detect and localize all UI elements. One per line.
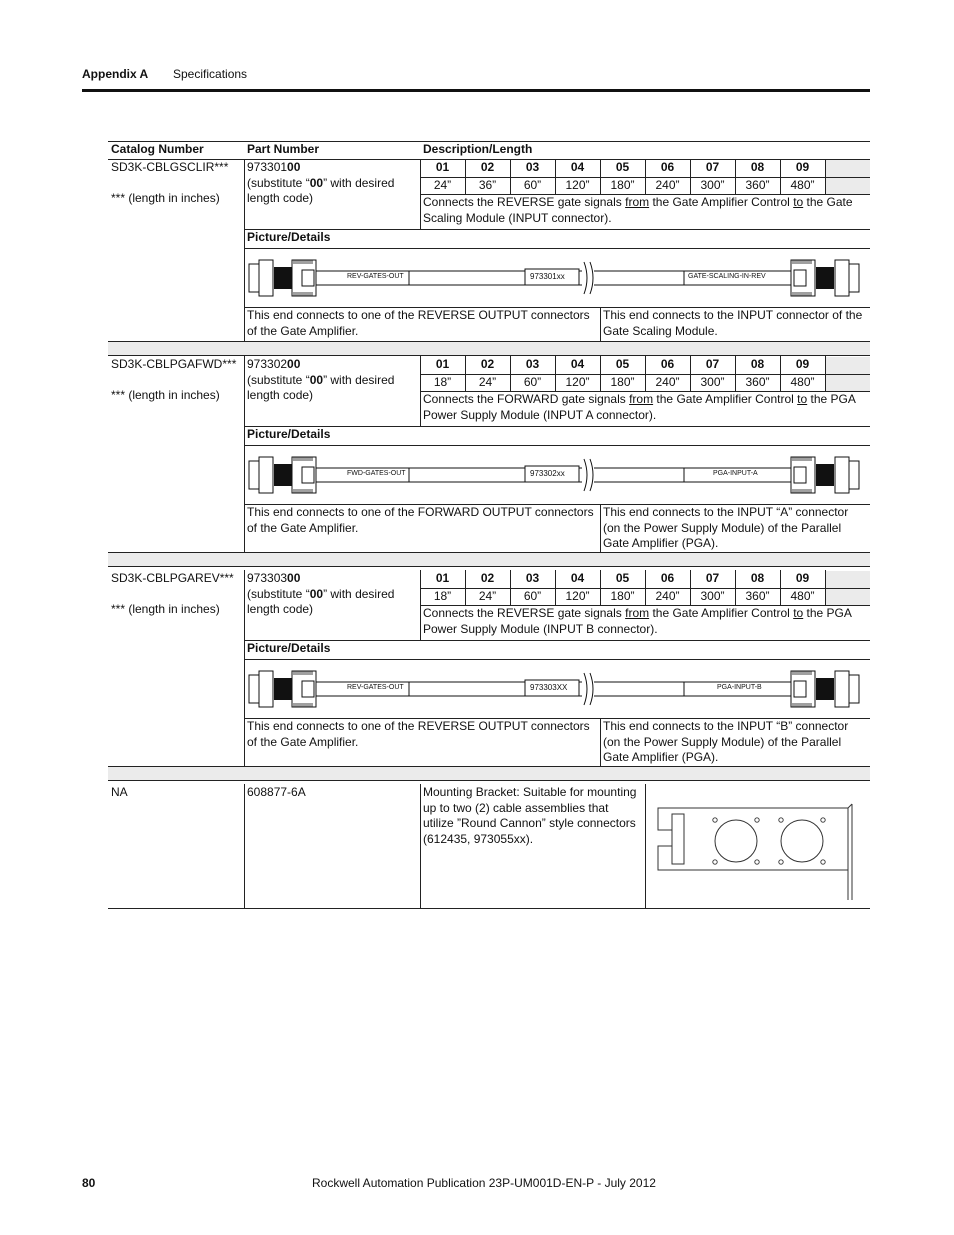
cable-break-mark: [590, 673, 593, 705]
bracket-tab: [672, 814, 684, 864]
connector-hood-left: [292, 671, 316, 707]
column-header-description: Description/Length: [423, 142, 533, 156]
length-value: 24”: [433, 178, 452, 192]
length-value: 60”: [523, 375, 542, 389]
length-note: *** (length in inches): [111, 388, 220, 402]
mounting-screw-hole: [821, 860, 825, 864]
description-mid: the Gate Amplifier Control: [653, 392, 798, 406]
mounting-screw-hole: [755, 818, 759, 822]
length-code: 05: [615, 357, 630, 371]
rule: [420, 356, 421, 426]
length-value: 180”: [610, 375, 635, 389]
description-cell: [420, 605, 870, 640]
description-mid: the Gate Amplifier Control: [649, 195, 794, 209]
length-code: 07: [705, 357, 720, 371]
cable-part-label: 973302xx: [530, 468, 565, 478]
rule: [645, 784, 646, 908]
bracket-catalog-number: NA: [111, 785, 128, 799]
cable-end-label-left: FWD-GATES-OUT: [347, 469, 406, 477]
mounting-screw-hole: [755, 860, 759, 864]
connector-hole-1: [715, 820, 757, 862]
cable-part-label: 973303XX: [530, 682, 568, 692]
end-detail-left: This end connects to one of the REVERSE OUTPUT connectors of the Gate Amplifier.: [247, 719, 590, 749]
length-code: 04: [570, 160, 585, 174]
length-code: 08: [750, 160, 765, 174]
connector-label-left: [302, 270, 314, 286]
part-number-suffix: 00: [287, 160, 301, 174]
connector-shell-right: [835, 671, 849, 707]
rule: [420, 374, 870, 375]
part-number-prefix: 973301: [247, 160, 288, 174]
rule: [600, 718, 601, 766]
cable-end-label-right: GATE-SCALING-IN-REV: [688, 272, 766, 280]
rule: [420, 570, 421, 640]
description-to: to: [797, 392, 808, 406]
cable-break-mark: [584, 262, 587, 294]
length-code: 05: [615, 160, 630, 174]
end-detail-right: This end connects to the INPUT connector of the Gate Scaling Module.: [603, 308, 863, 338]
length-code: 02: [480, 357, 495, 371]
picture-details-label: Picture/Details: [247, 641, 331, 655]
description-from: from: [625, 195, 650, 209]
connector-shell-right: [835, 457, 849, 493]
column-header-part: Part Number: [247, 142, 320, 156]
catalog-number-cell: [108, 356, 244, 416]
rule: [600, 504, 601, 552]
rule: [244, 159, 245, 341]
length-value: 300”: [700, 589, 725, 603]
picture-details-label: Picture/Details: [247, 427, 331, 441]
publication-info: Rockwell Automation Publication 23P-UM001D-EN-P - July 2012: [312, 1176, 656, 1190]
substitute-note-code: 00: [309, 175, 324, 190]
length-code: 09: [795, 357, 810, 371]
length-value: 240”: [655, 375, 680, 389]
cable-end-label-left: REV-GATES-OUT: [347, 683, 404, 691]
length-code: 06: [660, 571, 675, 585]
length-code: 03: [525, 571, 540, 585]
catalog-number: SD3K-CBLPGAFWD***: [111, 357, 237, 371]
connector-label-right: [794, 467, 806, 483]
connector-flange-right: [849, 461, 859, 489]
length-value: 300”: [700, 178, 725, 192]
description-from: from: [629, 392, 654, 406]
row-separator: [108, 553, 870, 566]
length-value: 480”: [790, 178, 815, 192]
rule: [244, 356, 245, 552]
connector-body-left: [274, 267, 292, 289]
substitute-note-end: ” with desired length code): [247, 372, 395, 402]
picture-details-label: Picture/Details: [247, 230, 331, 244]
bracket-part-number: 608877-6A: [247, 785, 306, 799]
bracket-outline: [658, 808, 848, 870]
part-number-cell: [244, 570, 420, 640]
description-cell: [420, 194, 870, 229]
description-to: to: [793, 195, 804, 209]
part-number-cell: [244, 159, 420, 229]
connector-label-left: [302, 467, 314, 483]
connector-body-right: [816, 267, 834, 289]
catalog-number-cell: [108, 570, 244, 630]
description-start: Connects the FORWARD gate signals: [423, 392, 630, 406]
connector-body-left: [274, 464, 292, 486]
end-detail-left: This end connects to one of the FORWARD OUTPUT connectors of the Gate Amplifier.: [247, 505, 594, 535]
cable-part-label: 973301xx: [530, 271, 565, 281]
length-code: 05: [615, 571, 630, 585]
length-code: 01: [435, 571, 450, 585]
connector-flange-right: [849, 264, 859, 292]
substitute-note-end: ” with desired length code): [247, 175, 395, 205]
connector-hood-right: [791, 260, 815, 296]
cable-break-mark: [590, 262, 593, 294]
appendix-label: Appendix A: [82, 67, 149, 81]
cable-break-mark: [590, 459, 593, 491]
rule: [108, 566, 870, 567]
connector-hood-left: [292, 260, 316, 296]
rule: [600, 307, 601, 341]
length-value: 360”: [745, 178, 770, 192]
length-value: 120”: [565, 375, 590, 389]
length-value: 18”: [433, 375, 452, 389]
part-number-prefix: 973302: [247, 357, 288, 371]
part-number-prefix: 973303: [247, 571, 288, 585]
rule: [108, 780, 870, 781]
length-code: 03: [525, 357, 540, 371]
substitute-note-start: (substitute “: [247, 372, 310, 387]
mounting-bracket-drawing: [652, 788, 862, 904]
length-code: 07: [705, 571, 720, 585]
end-detail-right: This end connects to the INPUT “B” connector (on the Power Supply Module) of the Parallel Gate Amplifier (PGA).: [603, 719, 849, 764]
end-detail-left: This end connects to one of the REVERSE OUTPUT connectors of the Gate Amplifier.: [247, 308, 590, 338]
substitute-note-end: ” with desired length code): [247, 586, 395, 616]
description-cell: [420, 391, 870, 426]
length-value: 120”: [565, 178, 590, 192]
description-end: the PGA Power Supply Module (INPUT B connector).: [423, 606, 852, 636]
length-code: 07: [705, 160, 720, 174]
rule: [108, 908, 870, 909]
length-value: 180”: [610, 178, 635, 192]
length-code: 02: [480, 160, 495, 174]
connector-label-right: [794, 270, 806, 286]
length-code: 02: [480, 571, 495, 585]
section-label: Specifications: [173, 67, 248, 81]
rule: [420, 177, 870, 178]
page-number: 80: [82, 1176, 96, 1190]
length-code: 03: [525, 160, 540, 174]
length-value: 360”: [745, 589, 770, 603]
page-header: [82, 66, 870, 92]
catalog-number-cell: [108, 159, 244, 219]
rule: [244, 570, 245, 766]
connector-label-right: [794, 681, 806, 697]
connector-shell-right: [835, 260, 849, 296]
length-value: 480”: [790, 589, 815, 603]
length-code: 08: [750, 357, 765, 371]
description-from: from: [625, 606, 650, 620]
connector-flange-right: [849, 675, 859, 703]
length-value: 24”: [478, 375, 497, 389]
length-value: 240”: [655, 589, 680, 603]
part-number-cell: [244, 356, 420, 426]
mounting-screw-hole: [779, 860, 783, 864]
catalog-number: SD3K-CBLPGAREV***: [111, 571, 234, 585]
row-separator: [108, 342, 870, 355]
length-code: 06: [660, 160, 675, 174]
length-code: 01: [435, 357, 450, 371]
connector-shell-left: [259, 260, 273, 296]
length-code: 04: [570, 571, 585, 585]
length-value: 60”: [523, 178, 542, 192]
connector-body-right: [816, 678, 834, 700]
description-mid: the Gate Amplifier Control: [649, 606, 794, 620]
description-start: Connects the REVERSE gate signals: [423, 195, 626, 209]
end-detail-right: This end connects to the INPUT “A” connector (on the Power Supply Module) of the Parallel Gate Amplifier (PGA).: [603, 505, 849, 550]
cable-end-label-right: PGA-INPUT-B: [717, 683, 762, 691]
cable-end-label-right: PGA-INPUT-A: [713, 469, 758, 477]
length-code: 04: [570, 357, 585, 371]
connector-hood-right: [791, 671, 815, 707]
substitute-note-start: (substitute “: [247, 586, 310, 601]
connector-body-right: [816, 464, 834, 486]
connector-hood-right: [791, 457, 815, 493]
connector-hood-left: [292, 457, 316, 493]
length-code: 01: [435, 160, 450, 174]
mounting-screw-hole: [713, 818, 717, 822]
connector-flange-left: [249, 461, 259, 489]
length-value: 180”: [610, 589, 635, 603]
connector-shell-left: [259, 671, 273, 707]
connector-hole-2: [781, 820, 823, 862]
column-header-catalog: Catalog Number: [111, 142, 204, 156]
part-number-suffix: 00: [287, 571, 301, 585]
rule: [244, 784, 245, 908]
cable-break-mark: [584, 673, 587, 705]
length-value: 36”: [478, 178, 497, 192]
connector-flange-left: [249, 264, 259, 292]
catalog-number: SD3K-CBLGSCLIR***: [111, 160, 229, 174]
connector-body-left: [274, 678, 292, 700]
description-end: the Gate Scaling Module (INPUT connector).: [423, 195, 853, 225]
rule: [420, 588, 870, 589]
length-value: 60”: [523, 589, 542, 603]
length-value: 24”: [478, 589, 497, 603]
substitute-note-start: (substitute “: [247, 175, 310, 190]
description-end: the PGA Power Supply Module (INPUT A connector).: [423, 392, 856, 422]
mounting-screw-hole: [713, 860, 717, 864]
cable-end-label-left: REV-GATES-OUT: [347, 272, 404, 280]
length-value: 300”: [700, 375, 725, 389]
length-note: *** (length in inches): [111, 602, 220, 616]
length-note: *** (length in inches): [111, 191, 220, 205]
length-code: 06: [660, 357, 675, 371]
connector-shell-left: [259, 457, 273, 493]
substitute-note-code: 00: [309, 586, 324, 601]
mounting-screw-hole: [779, 818, 783, 822]
bracket-description: Mounting Bracket: Suitable for mounting up to two (2) cable assemblies that utilize ”Round Cannon” style connectors (612435, 973055xx).: [423, 785, 637, 846]
row-separator: [108, 767, 870, 780]
length-code: 09: [795, 571, 810, 585]
rule: [420, 784, 421, 908]
length-value: 18”: [433, 589, 452, 603]
rule: [420, 159, 421, 229]
length-value: 240”: [655, 178, 680, 192]
part-number-suffix: 00: [287, 357, 301, 371]
description-to: to: [793, 606, 804, 620]
substitute-note-code: 00: [309, 372, 324, 387]
length-code: 08: [750, 571, 765, 585]
description-start: Connects the REVERSE gate signals: [423, 606, 626, 620]
connector-flange-left: [249, 675, 259, 703]
length-value: 120”: [565, 589, 590, 603]
length-value: 360”: [745, 375, 770, 389]
mounting-screw-hole: [821, 818, 825, 822]
connector-label-left: [302, 681, 314, 697]
length-value: 480”: [790, 375, 815, 389]
cable-break-mark: [584, 459, 587, 491]
length-code: 09: [795, 160, 810, 174]
